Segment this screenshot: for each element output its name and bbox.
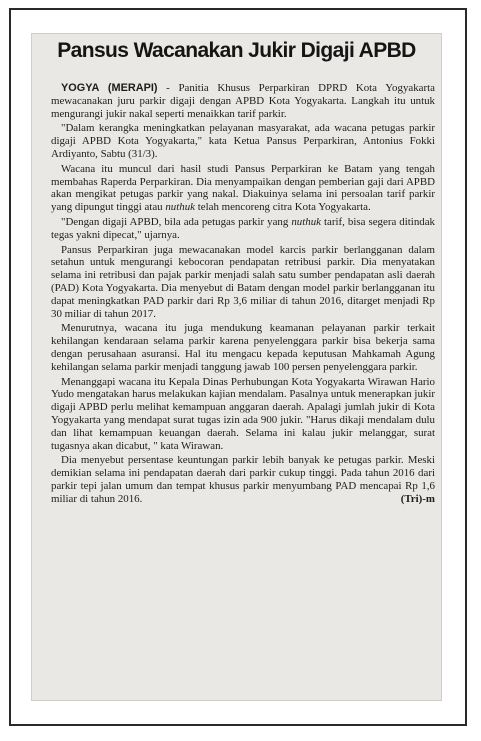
italic-term: nuthuk bbox=[291, 215, 321, 228]
newspaper-clipping bbox=[31, 33, 442, 701]
paragraph: Menanggapi wacana itu Kepala Dinas Perhubungan Kota Yogyakarta Wirawan Hario Yudo mengatakan harus melakukan kajian mendalam. Pasalnya untuk menerapkan jukir digaji APBD perlu melihat kemampuan anggaran daerah. Apalagi jumlah jukir di Kota Yogyakarta yang mendapat surat tugas izin ada 900 jukir. "Harus dikaji mendalam dulu dan lihat kemampuan keuangan daerah. Selama ini kalau jukir melanggar, surat tugasnya akan dicabut, " kata Wirawan. bbox=[51, 375, 435, 452]
signoff: (Tri)-m bbox=[400, 492, 435, 505]
headline: Pansus Wacanakan Jukir Digaji APBD bbox=[57, 39, 416, 62]
paragraph-text: - Panitia Khusus Perparkiran DPRD Kota Yogyakarta mewacanakan juru parkir digaji dengan APBD Kota Yogyakarta. Langkah itu untuk mengurangi jukir nakal seperti menaikkan tarif parkir. bbox=[51, 82, 435, 120]
paragraph: "Dalam kerangka meningkatkan pelayanan masyarakat, ada wacana petugas parkir digaji APBD Kota Yogyakarta," kata Ketua Pansus Perparkiran, Antonius Fokki Ardiyanto, Sabtu (31/3). bbox=[51, 122, 435, 160]
article-body bbox=[51, 82, 435, 508]
paragraph bbox=[51, 82, 435, 120]
paragraph: "Dengan digaji APBD, bila ada petugas parkir yang nuthuk tarif, bisa segera ditindak tegas yakni dipecat," ujarnya. bbox=[51, 215, 435, 241]
dateline: YOGYA (MERAPI) bbox=[61, 82, 158, 94]
italic-term: nuthuk bbox=[165, 201, 195, 214]
paragraph: Menurutnya, wacana itu juga mendukung keamanan pelayanan parkir terkait kehilangan kendaraan selama parkir karena penyelenggara parkir bisa bekerja sama dengan perusahaan asuransi. Hal itu mengacu kepada keputusan Mahkamah Agung kehilangan selama parkir menjadi tanggung jawab 100 persen penyelenggara parkir. bbox=[51, 322, 435, 373]
paragraph: Wacana itu muncul dari hasil studi Pansus Perparkiran ke Batam yang tengah membahas Raperda Perparkiran. Dia menyampaikan dengan pemberian gaji dari APBD akan mengikat petugas parkir yang nakal. Diakuinya selama ini persoalan tarif parkir yang dipungut tinggi atau nuthuk telah mencoreng citra Kota Yogyakarta. bbox=[51, 162, 435, 214]
paragraph-text: Dia menyebut persentase keuntungan parkir lebih banyak ke petugas parkir. Meski demikian selama ini pendapatan daerah dari parkir cukup tinggi. Pada tahun 2016 dari parkir tepi jalan umum dan tempat khusus parkir menyumbang PAD mencapai Rp 1,6 miliar di tahun 2016. bbox=[51, 454, 435, 505]
paragraph: Pansus Perparkiran juga mewacanakan model karcis parkir berlangganan dalam setahun untuk mengurangi kebocoran pendapatan retribusi parkir. Dia menyatakan selama ini retribusi dan pajak parkir menjadi salah satu sumber pendapatan asli daerah (PAD) Kota Yogyakarta. Dia menyebut di Batam dengan model parkir berlangganan itu dapat meningkatkan PAD parkir dari Rp 3,6 miliar di tahun 2016, ditarget menjadi Rp 30 miliar di tahun 2017. bbox=[51, 243, 435, 320]
paragraph-last bbox=[51, 454, 435, 505]
